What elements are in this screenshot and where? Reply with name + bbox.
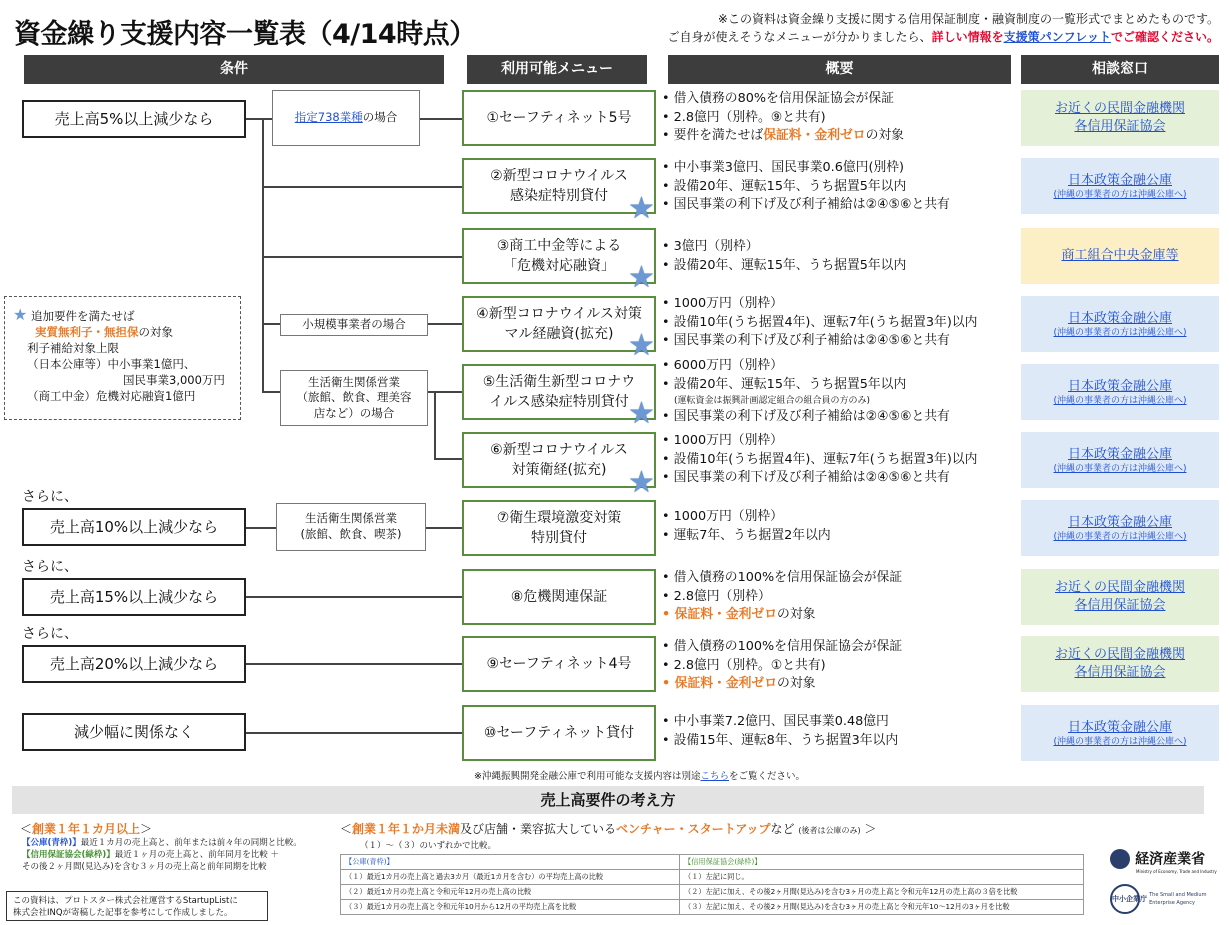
sme-name-en: Enterprise Agency bbox=[1149, 900, 1195, 906]
left-text: 最近１カ月の売上高と、前年または前々年の同期と比較。 bbox=[80, 838, 302, 848]
menu-label: ②新型コロナウイルス bbox=[490, 167, 628, 184]
meti-logo bbox=[1110, 848, 1217, 874]
menu-9[interactable] bbox=[462, 636, 656, 692]
source-footnote bbox=[6, 891, 268, 921]
extra-text: 国民事業3,000万円 bbox=[123, 373, 225, 387]
sub-sanitation-1 bbox=[280, 370, 428, 426]
extra-text: 追加要件を満たせば bbox=[31, 309, 135, 323]
star-icon: ★ bbox=[628, 465, 655, 500]
overview-10 bbox=[662, 713, 898, 750]
note-line-1: ※この資料は資金繰り支援に関する信用保証制度・融資制度の一覧形式でまとめたものです。 bbox=[717, 12, 1219, 26]
right-heading-emph: 創業１年１か月未満 bbox=[352, 822, 461, 836]
contact-link[interactable]: 日本政策金融公庫 bbox=[1067, 378, 1172, 394]
overview-line: • 国民事業の利下げ及び利子補給は②④⑤⑥と共有 bbox=[662, 470, 950, 485]
overview-line: • 中小事業3億円、国民事業0.6億円(別枠) bbox=[662, 160, 905, 175]
header-condition: 条件 bbox=[24, 55, 444, 84]
sub-text: の場合 bbox=[362, 110, 398, 125]
left-heading-emph: 創業１年１カ月以上 bbox=[32, 822, 141, 836]
table-cell: （２）左記に加え、その後2ヶ月間(見込み)を含む3ヶ月の売上高と令和元年12月の売上高の３倍を比較 bbox=[680, 885, 1084, 900]
contact-note[interactable]: (沖縄の事業者の方は沖縄公庫へ) bbox=[1053, 395, 1187, 406]
guarantee-label: 【信用保証協会(緑枠)】 bbox=[22, 850, 115, 860]
sub-text: 生活衛生関係営業 bbox=[308, 374, 400, 389]
connector bbox=[246, 663, 462, 665]
overview-emph: 保証料・金利ゼロ bbox=[674, 676, 778, 691]
contact-jfc-4 bbox=[1021, 296, 1219, 352]
menu-4[interactable] bbox=[462, 296, 656, 352]
overview-line: • 6000万円（別枠） bbox=[662, 358, 783, 373]
sub-sanitation-2 bbox=[276, 503, 426, 551]
overview-emph: 保証料・金利ゼロ bbox=[674, 607, 778, 622]
sme-name-en: The Small and Medium bbox=[1149, 892, 1207, 898]
overview-line: • 1000万円（別枠） bbox=[662, 296, 783, 311]
star-icon: ★ bbox=[628, 328, 655, 363]
menu-label: ⑤生活衛生新型コロナウ bbox=[482, 373, 636, 390]
table-cell: （１）最近1カ月の売上高と過去3カ月（最近1カ月を含む）の平均売上高の比較 bbox=[341, 870, 680, 885]
sub-text: 店など）の場合 bbox=[313, 405, 395, 420]
designated-industries-link[interactable]: 指定738業種 bbox=[294, 110, 363, 125]
table-cell: （３）最近1カ月の売上高と令和元年10月から12月の平均売上高を比較 bbox=[341, 900, 680, 915]
right-heading-emph: ベンチャー・スタートアップ bbox=[616, 822, 771, 836]
condition-20pct: 売上高20%以上減少なら bbox=[22, 645, 246, 683]
sub-text: (旅館、飲食、喫茶) bbox=[300, 527, 402, 541]
contact-link[interactable]: 日本政策金融公庫 bbox=[1067, 514, 1172, 530]
menu-6[interactable] bbox=[462, 432, 656, 488]
overview-emph: 保証料・金利ゼロ bbox=[763, 128, 866, 143]
meti-name: 経済産業省 bbox=[1135, 851, 1206, 868]
contact-jfc-2 bbox=[1021, 158, 1219, 214]
table-cell: （１）左記に同じ。 bbox=[680, 870, 1084, 885]
menu-3[interactable] bbox=[462, 228, 656, 284]
menu-label: ①セーフティネット5号 bbox=[486, 109, 632, 126]
overview-5 bbox=[662, 357, 950, 427]
furthermore-label: さらに、 bbox=[22, 489, 78, 505]
menu-label: ⑦衛生環境激変対策 bbox=[496, 509, 622, 526]
note-emph: 詳しい情報を bbox=[931, 30, 1004, 44]
sme-agency-logo bbox=[1110, 884, 1206, 914]
star-icon: ★ bbox=[628, 396, 655, 431]
requirement-table bbox=[340, 854, 1084, 915]
contact-note[interactable]: (沖縄の事業者の方は沖縄公庫へ) bbox=[1053, 189, 1187, 200]
menu-label: ③商工中金等による bbox=[496, 237, 622, 254]
extra-emph: 実質無利子・無担保 bbox=[35, 325, 139, 339]
connector bbox=[434, 391, 436, 459]
jfc-label: 【公庫(青枠)】 bbox=[22, 838, 81, 848]
overview-line: • 要件を満たせば bbox=[662, 128, 764, 143]
star-icon: ★ bbox=[628, 191, 655, 226]
menu-10[interactable] bbox=[462, 705, 656, 761]
guarantee-column-header: 【信用保証協会(緑枠)】 bbox=[680, 855, 1084, 870]
sme-mark-icon: 中小企業庁 bbox=[1110, 884, 1140, 914]
extra-text: （商工中金）危機対応融資1億円 bbox=[27, 389, 196, 403]
extra-requirements-box bbox=[4, 296, 241, 420]
overview-7 bbox=[662, 508, 831, 545]
contact-jfc-6 bbox=[1021, 432, 1219, 488]
menu-5[interactable] bbox=[462, 364, 656, 420]
overview-line: • 3億円（別枠） bbox=[662, 239, 759, 254]
menu-8[interactable] bbox=[462, 569, 656, 625]
okinawa-link[interactable]: こちら bbox=[700, 771, 729, 782]
menu-label: ⑥新型コロナウイルス bbox=[490, 441, 628, 458]
overview-line: • 国民事業の利下げ及び利子補給は②④⑤⑥と共有 bbox=[662, 333, 950, 348]
overview-6 bbox=[662, 432, 977, 488]
okinawa-text: をご覧ください。 bbox=[728, 771, 805, 782]
menu-label: マル経融資(拡充) bbox=[504, 326, 614, 342]
overview-line: • 借入債務の100%を信用保証協会が保証 bbox=[662, 570, 903, 585]
connector bbox=[420, 118, 462, 120]
right-heading: ＜創業１年１か月未満及び店舗・業容拡大しているベンチャー・スタートアップなど (後者は公庫のみ) ＞ bbox=[340, 822, 877, 836]
right-heading-text: 及び店舗・業容拡大している bbox=[460, 822, 617, 836]
overview-line: (運転資金は振興計画認定組合の組合員の方のみ) bbox=[674, 396, 871, 406]
overview-line: • 設備10年(うち据置4年)、運転7年(うち据置3年)以内 bbox=[662, 451, 978, 467]
right-heading-text: など bbox=[770, 822, 795, 836]
condition-10pct: 売上高10%以上減少なら bbox=[22, 508, 246, 546]
jfc-column-header: 【公庫(青枠)】 bbox=[341, 855, 680, 870]
condition-5pct: 売上高5%以上減少なら bbox=[22, 100, 246, 138]
sub-text: 生活衛生関係営業 bbox=[305, 511, 397, 526]
contact-jfc-7 bbox=[1021, 500, 1219, 556]
right-heading-note: (後者は公庫のみ) bbox=[798, 826, 861, 835]
overview-3 bbox=[662, 238, 906, 275]
contact-link[interactable]: 商工組合中央金庫等 bbox=[1061, 247, 1179, 263]
contact-link[interactable]: 日本政策金融公庫 bbox=[1067, 446, 1172, 462]
note-text: ご自身が使えそうなメニューが分かりましたら、 bbox=[667, 30, 932, 44]
contact-link[interactable]: 日本政策金融公庫 bbox=[1067, 310, 1172, 326]
left-text: その後２ヶ月間(見込み)を含む３ヶ月の売上高と前年同期を比較 bbox=[22, 862, 267, 872]
sub-text: （旅館、飲食、理美容 bbox=[296, 390, 412, 405]
contact-note[interactable]: (沖縄の事業者の方は沖縄公庫へ) bbox=[1053, 327, 1187, 338]
overview-1 bbox=[662, 90, 904, 146]
contact-link[interactable]: 各信用保証協会 bbox=[1074, 665, 1166, 680]
connector bbox=[246, 732, 462, 734]
contact-note[interactable]: (沖縄の事業者の方は沖縄公庫へ) bbox=[1053, 736, 1187, 747]
overview-line: • 設備20年、運転15年、うち据置5年以内 bbox=[662, 257, 907, 273]
overview-line: • 運転7年、うち据置2年以内 bbox=[662, 527, 831, 543]
okinawa-text: ※沖縄振興開発金融公庫で利用可能な支援内容は別途 bbox=[474, 771, 701, 782]
contact-link[interactable]: お近くの民間金融機関 bbox=[1054, 646, 1185, 662]
overview-line: • 2.8億円（別枠） bbox=[662, 588, 771, 604]
menu-label: ⑧危機関連保証 bbox=[510, 588, 608, 605]
table-cell: （２）最近1カ月の売上高と令和元年12月の売上高の比較 bbox=[341, 885, 680, 900]
contact-private-9 bbox=[1021, 636, 1219, 692]
contact-link[interactable]: 日本政策金融公庫 bbox=[1067, 719, 1172, 735]
overview-line: • 借入債務の80%を信用保証協会が保証 bbox=[662, 91, 895, 106]
contact-private-1 bbox=[1021, 90, 1219, 146]
footnote-line: この資料は、プロトスター株式会社運営するStartupListに bbox=[13, 896, 238, 906]
connector bbox=[246, 596, 462, 598]
overview-line: • 2.8億円（別枠。⑨と共有) bbox=[662, 109, 826, 125]
overview-line: • 借入債務の100%を信用保証協会が保証 bbox=[662, 639, 903, 654]
overview-4 bbox=[662, 295, 977, 351]
overview-line: • 設備10年(うち据置4年)、運転7年(うち据置3年)以内 bbox=[662, 314, 978, 330]
header-overview: 概要 bbox=[668, 55, 1011, 84]
contact-jfc-10 bbox=[1021, 705, 1219, 761]
menu-label: ④新型コロナウイルス対策 bbox=[476, 305, 642, 322]
overview-line: • 1000万円（別枠） bbox=[662, 509, 783, 524]
menu-label: イルス感染症特別貸付 bbox=[489, 394, 629, 410]
overview-line: • 中小事業7.2億円、国民事業0.48億円 bbox=[662, 714, 889, 729]
contact-shokochukin bbox=[1021, 228, 1219, 284]
contact-note[interactable]: (沖縄の事業者の方は沖縄公庫へ) bbox=[1053, 531, 1187, 542]
star-icon: ★ bbox=[628, 260, 655, 295]
overview-line: の対象 bbox=[777, 607, 816, 622]
condition-any: 減少幅に関係なく bbox=[22, 713, 246, 751]
sub-designated bbox=[272, 90, 420, 146]
menu-label: 感染症特別貸付 bbox=[510, 188, 608, 204]
extra-text: の対象 bbox=[138, 325, 173, 339]
connector bbox=[434, 458, 462, 460]
left-text: 最近１ヶ月の売上高と、前年同月を比較 ＋ bbox=[114, 850, 279, 860]
overview-8: • 借入債務の100%を信用保証協会が保証 • 2.8億円（別枠） • 保証料・金利ゼロの対象 bbox=[662, 570, 903, 622]
menu-1[interactable] bbox=[462, 90, 656, 146]
menu-7[interactable] bbox=[462, 500, 656, 556]
left-heading: ＜創業１年１カ月以上＞ bbox=[20, 822, 153, 836]
extra-text: （日本公庫等）中小事業1億円、 bbox=[27, 357, 196, 371]
furthermore-label: さらに、 bbox=[22, 626, 78, 642]
overview-line: の対象 bbox=[865, 128, 904, 143]
contact-link[interactable]: お近くの民間金融機関 bbox=[1054, 100, 1185, 116]
left-desc bbox=[22, 837, 302, 873]
extra-text: 利子補給対象上限 bbox=[27, 341, 119, 355]
meti-name-en: Ministry of Economy, Trade and Industry bbox=[1136, 868, 1217, 874]
menu-label: 対策衛経(拡充) bbox=[511, 462, 607, 478]
table-cell: （３）左記に加え、その後2ヶ月間(見込み)を含む3ヶ月の売上高と令和元年10～12月の3ヶ月を比較 bbox=[680, 900, 1084, 915]
contact-link[interactable]: 日本政策金融公庫 bbox=[1067, 172, 1172, 188]
contact-private-8 bbox=[1021, 569, 1219, 625]
note-emph-2: でご確認ください。 bbox=[1110, 30, 1219, 44]
overview-line: の対象 bbox=[777, 676, 816, 691]
furthermore-label: さらに、 bbox=[22, 559, 78, 575]
connector bbox=[262, 256, 462, 258]
overview-line: • 国民事業の利下げ及び利子補給は②④⑤⑥と共有 bbox=[662, 409, 950, 424]
contact-jfc-5 bbox=[1021, 364, 1219, 420]
menu-2[interactable] bbox=[462, 158, 656, 214]
overview-line: • 設備20年、運転15年、うち据置5年以内 bbox=[662, 178, 907, 194]
overview-line: • 設備20年、運転15年、うち据置5年以内 bbox=[662, 376, 907, 392]
pamphlet-link[interactable]: 支援策パンフレット bbox=[1003, 30, 1111, 44]
overview-line: • 国民事業の利下げ及び利子補給は②④⑤⑥と共有 bbox=[662, 197, 950, 212]
star-icon: ★ bbox=[13, 305, 28, 324]
contact-link[interactable]: お近くの民間金融機関 bbox=[1054, 579, 1185, 595]
overview-line: • 1000万円（別枠） bbox=[662, 433, 783, 448]
note-line-2 bbox=[668, 28, 1219, 45]
menu-label: ⑨セーフティネット4号 bbox=[486, 655, 632, 672]
menu-label: ⑩セーフティネット貸付 bbox=[483, 724, 635, 741]
overview-line: • 2.8億円（別枠。①と共有) bbox=[662, 657, 826, 673]
right-sub: （１）～（３）のいずれかで比較。 bbox=[360, 841, 497, 851]
menu-label: 特別貸付 bbox=[531, 530, 587, 546]
overview-line: • 設備15年、運転8年、うち据置3年以内 bbox=[662, 732, 899, 748]
contact-link[interactable]: 各信用保証協会 bbox=[1074, 119, 1166, 134]
overview-2 bbox=[662, 159, 950, 215]
bottom-title: 売上高要件の考え方 bbox=[12, 786, 1204, 814]
contact-link[interactable]: 各信用保証協会 bbox=[1074, 598, 1166, 613]
connector bbox=[262, 118, 264, 392]
condition-15pct: 売上高15%以上減少なら bbox=[22, 578, 246, 616]
sub-small-business: 小規模事業者の場合 bbox=[280, 314, 428, 336]
contact-note[interactable]: (沖縄の事業者の方は沖縄公庫へ) bbox=[1053, 463, 1187, 474]
page-title: 資金繰り支援内容一覧表（4/14時点） bbox=[14, 19, 476, 50]
header-menu: 利用可能メニュー bbox=[467, 55, 647, 84]
meti-mark-icon bbox=[1110, 849, 1130, 869]
footnote-line: 株式会社INQが寄稿した記事を参考にして作成しました。 bbox=[13, 908, 233, 918]
okinawa-note bbox=[474, 768, 805, 782]
overview-9: • 借入債務の100%を信用保証協会が保証 • 2.8億円（別枠。①と共有) • 保証料・金利ゼロの対象 bbox=[662, 639, 903, 691]
header-contact: 相談窓口 bbox=[1021, 55, 1219, 84]
connector bbox=[262, 186, 462, 188]
menu-label: 「危機対応融資」 bbox=[503, 258, 615, 274]
